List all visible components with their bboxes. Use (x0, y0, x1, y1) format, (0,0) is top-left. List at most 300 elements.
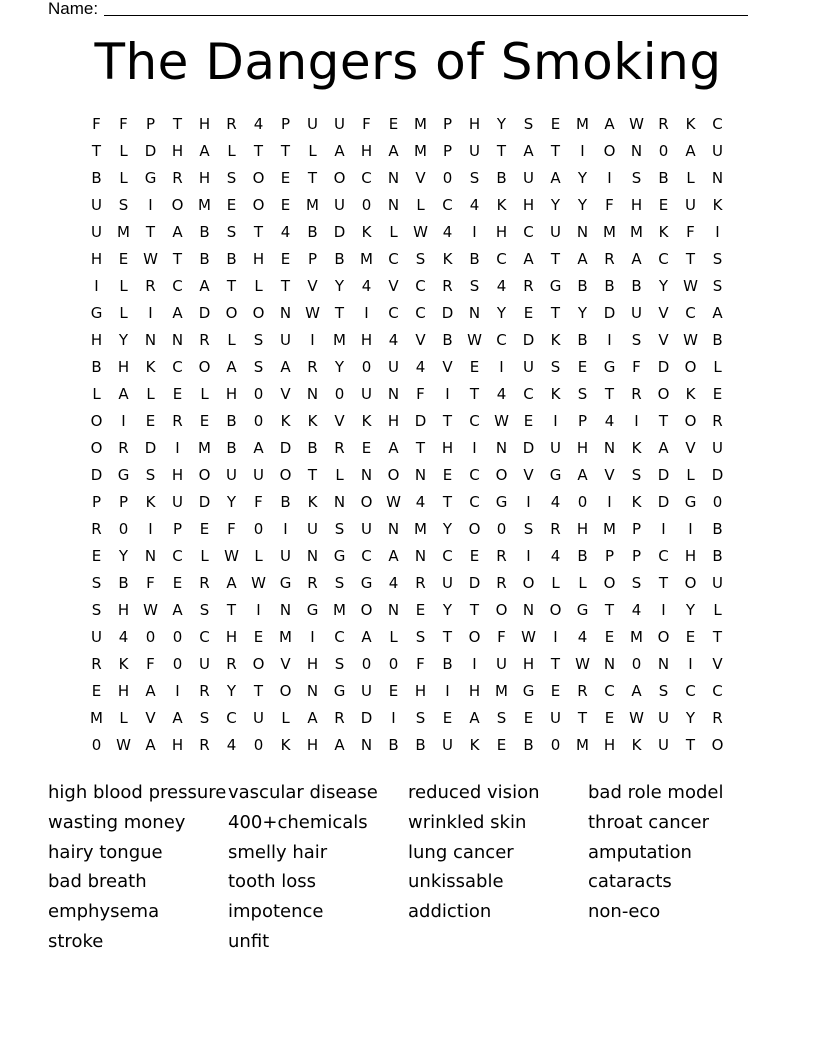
grid-letter: 0 (253, 736, 264, 754)
grid-letter: T (577, 709, 588, 727)
grid-letter: P (280, 115, 291, 133)
grid-letter: A (172, 709, 183, 727)
grid-letter: D (198, 304, 211, 322)
grid-letter: E (253, 628, 264, 646)
grid-letter: H (90, 331, 103, 349)
grid-letter: U (685, 196, 696, 214)
grid-letter: B (442, 655, 453, 673)
grid-letter: R (334, 439, 345, 457)
grid-letter: U (550, 709, 561, 727)
grid-letter: T (415, 439, 426, 457)
grid-letter: T (172, 250, 183, 268)
grid-letter: A (118, 385, 129, 403)
grid-letter: U (253, 709, 264, 727)
grid-letter: U (658, 736, 669, 754)
grid-letter: N (306, 682, 319, 700)
grid-letter: E (550, 682, 561, 700)
grid-letter: A (388, 547, 399, 565)
grid-letter: W (683, 277, 698, 295)
grid-letter: H (90, 250, 103, 268)
grid-letter: V (712, 655, 723, 673)
grid-letter: G (549, 277, 562, 295)
grid-letter: A (280, 358, 291, 376)
grid-letter: H (306, 736, 319, 754)
grid-letter: 4 (550, 547, 561, 565)
grid-letter: 4 (442, 223, 453, 241)
grid-letter: K (550, 385, 561, 403)
grid-letter: B (577, 331, 588, 349)
grid-letter: E (172, 385, 183, 403)
grid-letter: H (252, 250, 265, 268)
grid-letter: P (442, 142, 453, 160)
grid-letter: K (631, 736, 642, 754)
grid-letter: C (442, 547, 453, 565)
grid-letter: T (172, 115, 183, 133)
word-list-item: lung cancer (408, 841, 514, 863)
grid-letter: 4 (415, 493, 426, 511)
grid-letter: L (389, 628, 398, 646)
grid-letter: O (468, 628, 481, 646)
grid-letter: C (685, 682, 696, 700)
grid-letter: B (388, 736, 399, 754)
grid-letter: H (171, 142, 184, 160)
grid-letter: S (415, 628, 426, 646)
grid-letter: H (225, 385, 238, 403)
grid-letter: G (144, 169, 157, 187)
grid-letter: O (360, 601, 373, 619)
word-list-item: amputation (588, 841, 692, 863)
grid-letter: V (523, 466, 534, 484)
grid-letter: S (712, 250, 723, 268)
grid-letter: B (91, 169, 102, 187)
grid-letter: B (334, 250, 345, 268)
grid-letter: I (688, 655, 693, 673)
grid-letter: T (550, 250, 561, 268)
grid-letter: R (226, 655, 237, 673)
grid-letter: C (712, 115, 723, 133)
grid-letter: 4 (469, 196, 480, 214)
grid-letter: H (198, 169, 211, 187)
grid-letter: D (657, 358, 670, 376)
grid-letter: A (523, 250, 534, 268)
grid-letter: Y (442, 601, 453, 619)
grid-letter: U (361, 520, 372, 538)
grid-letter: R (199, 574, 210, 592)
grid-letter: L (416, 196, 425, 214)
grid-letter: U (361, 385, 372, 403)
grid-letter: S (145, 466, 156, 484)
grid-letter: T (658, 574, 669, 592)
grid-letter: P (118, 493, 129, 511)
grid-letter: 0 (91, 736, 102, 754)
grid-letter: F (605, 196, 614, 214)
grid-letter: C (712, 682, 723, 700)
grid-letter: W (629, 709, 644, 727)
grid-letter: U (523, 358, 534, 376)
grid-letter: U (307, 115, 318, 133)
grid-letter: T (550, 304, 561, 322)
grid-letter: S (334, 520, 345, 538)
grid-letter: Y (334, 277, 345, 295)
grid-letter: U (712, 142, 723, 160)
grid-letter: I (715, 223, 720, 241)
grid-letter: I (634, 412, 639, 430)
grid-letter: F (146, 655, 155, 673)
grid-letter: E (118, 250, 129, 268)
grid-letter: D (657, 466, 670, 484)
grid-letter: E (388, 115, 399, 133)
grid-letter: I (526, 547, 531, 565)
grid-letter: O (603, 142, 616, 160)
grid-letter: 0 (334, 385, 345, 403)
grid-letter: 4 (496, 385, 507, 403)
word-list-item: bad breath (48, 871, 147, 893)
grid-letter: I (121, 412, 126, 430)
grid-letter: I (526, 493, 531, 511)
grid-letter: W (494, 412, 509, 430)
grid-letter: M (630, 628, 643, 646)
grid-letter: D (711, 466, 724, 484)
grid-letter: N (306, 385, 319, 403)
grid-letter: W (305, 304, 320, 322)
grid-letter: E (91, 682, 102, 700)
grid-letter: 0 (361, 358, 372, 376)
grid-letter: O (279, 466, 292, 484)
grid-letter: N (387, 196, 400, 214)
letter-grid (83, 111, 731, 759)
grid-letter: I (661, 601, 666, 619)
grid-letter: T (442, 412, 453, 430)
grid-letter: Y (334, 358, 345, 376)
grid-letter: M (414, 520, 427, 538)
grid-letter: B (91, 358, 102, 376)
grid-letter: B (199, 250, 210, 268)
grid-letter: P (145, 115, 156, 133)
grid-letter: H (522, 655, 535, 673)
grid-letter: N (414, 466, 427, 484)
grid-letter: O (198, 466, 211, 484)
grid-letter: O (387, 466, 400, 484)
grid-letter: B (469, 250, 480, 268)
word-list-item: unfit (228, 930, 270, 952)
grid-letter: O (360, 493, 373, 511)
grid-letter: Y (226, 682, 237, 700)
grid-letter: L (281, 709, 290, 727)
grid-letter: R (172, 412, 183, 430)
grid-letter: S (469, 277, 480, 295)
grid-letter: T (91, 142, 102, 160)
grid-letter: V (685, 439, 696, 457)
grid-letter: M (90, 709, 103, 727)
grid-letter: O (279, 682, 292, 700)
word-list-item: vascular disease (228, 782, 378, 803)
grid-letter: P (91, 493, 102, 511)
grid-letter: A (577, 250, 588, 268)
grid-letter: O (495, 601, 508, 619)
grid-letter: M (198, 196, 211, 214)
grid-letter: B (226, 412, 237, 430)
grid-letter: A (658, 439, 669, 457)
grid-letter: T (550, 142, 561, 160)
grid-letter: A (550, 169, 561, 187)
grid-letter: U (226, 466, 237, 484)
grid-letter: W (251, 574, 266, 592)
grid-letter: 4 (496, 277, 507, 295)
grid-letter: V (388, 277, 399, 295)
grid-letter: R (415, 574, 426, 592)
grid-letter: A (604, 115, 615, 133)
grid-letter: K (658, 223, 669, 241)
grid-letter: B (658, 169, 669, 187)
grid-letter: O (171, 196, 184, 214)
grid-letter: K (685, 115, 696, 133)
grid-letter: E (280, 169, 291, 187)
word-list-item: tooth loss (228, 871, 317, 893)
grid-letter: V (280, 655, 291, 673)
grid-letter: V (604, 466, 615, 484)
grid-letter: R (199, 736, 210, 754)
grid-letter: M (360, 250, 373, 268)
grid-letter: O (252, 196, 265, 214)
grid-letter: S (226, 169, 237, 187)
grid-letter: S (631, 331, 642, 349)
grid-letter: I (94, 277, 99, 295)
grid-letter: U (307, 520, 318, 538)
grid-letter: R (631, 385, 642, 403)
grid-letter: O (495, 466, 508, 484)
grid-letter: M (306, 196, 319, 214)
grid-letter: R (307, 358, 318, 376)
grid-letter: O (522, 574, 535, 592)
grid-letter: T (334, 304, 345, 322)
grid-letter: G (333, 682, 346, 700)
grid-letter: T (685, 250, 696, 268)
grid-letter: N (414, 547, 427, 565)
grid-letter: B (280, 493, 291, 511)
grid-letter: O (252, 655, 265, 673)
grid-letter: B (415, 736, 426, 754)
grid-letter: 0 (172, 655, 183, 673)
word-list-item: cataracts (588, 871, 672, 893)
grid-letter: U (442, 574, 453, 592)
grid-letter: O (90, 439, 103, 457)
grid-letter: 4 (388, 574, 399, 592)
grid-letter: B (631, 277, 642, 295)
grid-letter: K (631, 439, 642, 457)
grid-letter: K (361, 412, 372, 430)
grid-letter: D (90, 466, 103, 484)
grid-letter: L (227, 142, 236, 160)
grid-letter: F (416, 655, 425, 673)
grid-letter: A (334, 736, 345, 754)
grid-letter: H (360, 331, 373, 349)
grid-letter: M (603, 223, 616, 241)
grid-letter: T (253, 142, 264, 160)
grid-letter: F (362, 115, 371, 133)
grid-letter: H (198, 115, 211, 133)
grid-letter: V (658, 331, 669, 349)
grid-letter: R (658, 115, 669, 133)
grid-letter: 4 (631, 601, 642, 619)
grid-letter: R (496, 574, 507, 592)
grid-letter: C (523, 223, 534, 241)
grid-letter: A (145, 682, 156, 700)
grid-letter: 4 (361, 277, 372, 295)
grid-letter: S (577, 385, 588, 403)
grid-letter: M (414, 115, 427, 133)
grid-letter: T (280, 142, 291, 160)
grid-letter: E (658, 196, 669, 214)
grid-letter: R (442, 277, 453, 295)
grid-letter: H (117, 682, 130, 700)
word-list-item: addiction (408, 901, 492, 923)
grid-letter: I (553, 628, 558, 646)
grid-letter: T (469, 601, 480, 619)
grid-letter: L (686, 169, 695, 187)
grid-letter: C (361, 169, 372, 187)
grid-letter: A (172, 223, 183, 241)
grid-letter: B (496, 169, 507, 187)
grid-letter: D (144, 439, 157, 457)
grid-letter: Y (442, 520, 453, 538)
grid-letter: 4 (415, 358, 426, 376)
grid-letter: I (256, 601, 261, 619)
grid-letter: O (657, 628, 670, 646)
grid-letter: N (711, 169, 724, 187)
grid-letter: I (391, 709, 396, 727)
grid-letter: D (360, 709, 373, 727)
grid-letter: A (172, 601, 183, 619)
grid-letter: N (144, 547, 157, 565)
grid-letter: R (712, 412, 723, 430)
grid-letter: D (441, 304, 454, 322)
grid-letter: O (90, 412, 103, 430)
grid-letter: G (549, 466, 562, 484)
grid-letter: G (684, 493, 697, 511)
grid-letter: S (253, 331, 264, 349)
grid-letter: H (603, 736, 616, 754)
grid-letter: H (684, 547, 697, 565)
grid-letter: I (148, 304, 153, 322)
grid-letter: V (145, 709, 156, 727)
grid-letter: D (522, 331, 535, 349)
grid-letter: S (631, 466, 642, 484)
grid-letter: H (360, 142, 373, 160)
grid-letter: I (661, 520, 666, 538)
word-list-item: throat cancer (588, 811, 709, 833)
grid-letter: M (414, 142, 427, 160)
grid-letter: D (144, 142, 157, 160)
grid-letter: V (415, 331, 426, 349)
grid-letter: E (388, 682, 399, 700)
grid-letter: U (388, 358, 399, 376)
grid-letter: 0 (388, 655, 399, 673)
grid-letter: 0 (550, 736, 561, 754)
grid-letter: U (199, 655, 210, 673)
name-underline (104, 15, 748, 16)
grid-letter: S (334, 655, 345, 673)
grid-letter: C (658, 547, 669, 565)
grid-letter: I (148, 196, 153, 214)
grid-letter: W (575, 655, 590, 673)
grid-letter: K (307, 493, 318, 511)
grid-letter: C (388, 304, 399, 322)
grid-letter: L (713, 358, 722, 376)
grid-letter: I (472, 655, 477, 673)
grid-letter: O (549, 601, 562, 619)
grid-letter: L (200, 547, 209, 565)
grid-letter: P (172, 520, 183, 538)
grid-letter: B (712, 547, 723, 565)
grid-letter: T (253, 223, 264, 241)
grid-letter: R (307, 574, 318, 592)
grid-letter: B (199, 223, 210, 241)
grid-letter: 0 (658, 142, 669, 160)
grid-letter: Y (496, 304, 507, 322)
grid-letter: K (712, 196, 723, 214)
grid-letter: U (469, 142, 480, 160)
grid-letter: V (442, 358, 453, 376)
grid-letter: E (145, 412, 156, 430)
grid-letter: D (279, 439, 292, 457)
grid-letter: R (91, 655, 102, 673)
grid-letter: E (280, 196, 291, 214)
grid-letter: 0 (253, 385, 264, 403)
grid-letter: N (360, 466, 373, 484)
grid-letter: E (91, 547, 102, 565)
grid-letter: K (280, 736, 291, 754)
grid-letter: L (92, 385, 101, 403)
grid-letter: 0 (631, 655, 642, 673)
grid-letter: N (279, 304, 292, 322)
grid-letter: H (117, 358, 130, 376)
grid-letter: 0 (361, 196, 372, 214)
grid-letter: B (226, 439, 237, 457)
grid-letter: W (143, 601, 158, 619)
grid-letter: E (523, 304, 534, 322)
grid-letter: P (442, 115, 453, 133)
word-list-item: bad role model (588, 782, 724, 803)
grid-letter: W (413, 223, 428, 241)
grid-letter: A (307, 709, 318, 727)
grid-letter: B (307, 439, 318, 457)
grid-letter: B (712, 331, 723, 349)
grid-letter: T (712, 628, 723, 646)
grid-letter: U (658, 709, 669, 727)
grid-letter: F (416, 385, 425, 403)
grid-letter: U (91, 196, 102, 214)
grid-letter: R (550, 520, 561, 538)
grid-letter: G (333, 547, 346, 565)
grid-letter: T (496, 142, 507, 160)
grid-letter: S (523, 115, 534, 133)
grid-letter: H (441, 439, 454, 457)
grid-letter: N (279, 601, 292, 619)
word-list-item: stroke (48, 930, 104, 952)
grid-letter: K (442, 250, 453, 268)
grid-letter: C (496, 250, 507, 268)
grid-letter: D (522, 439, 535, 457)
grid-letter: T (442, 493, 453, 511)
grid-letter: U (334, 115, 345, 133)
grid-letter: T (145, 223, 156, 241)
grid-letter: G (576, 601, 589, 619)
grid-letter: C (361, 547, 372, 565)
grid-letter: T (307, 466, 318, 484)
grid-letter: N (387, 520, 400, 538)
grid-letter: O (603, 574, 616, 592)
grid-letter: W (116, 736, 131, 754)
